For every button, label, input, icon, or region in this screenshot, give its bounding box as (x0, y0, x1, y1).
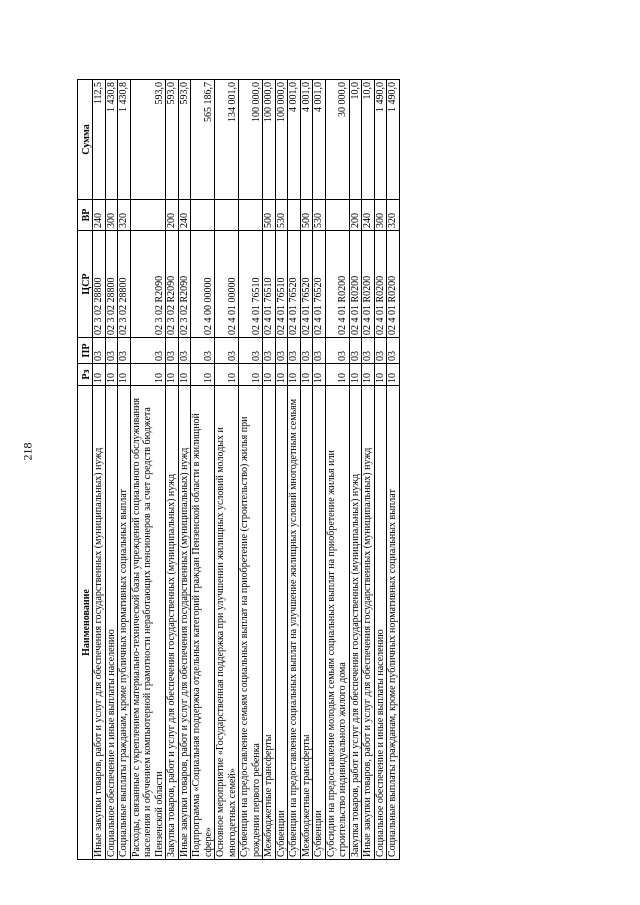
cell-csr: 02 3 02 28800 (105, 231, 118, 338)
cell-name: Закупка товаров, работ и услуг для обеспечения государственных (муниципальных) нужд (349, 386, 362, 860)
cell-vr: 320 (118, 200, 131, 231)
cell-rz: 10 (263, 364, 276, 386)
cell-pr: 03 (239, 338, 263, 364)
cell-vr: 200 (349, 200, 362, 231)
cell-rz: 10 (300, 364, 313, 386)
cell-sum: 593,0 (130, 80, 166, 200)
cell-pr: 03 (374, 338, 387, 364)
cell-name: Субсидии на предоставление молодым семьям социальных выплат на приобретение жилья или строительство индивидуального жилого дома (325, 386, 349, 860)
cell-pr: 03 (166, 338, 179, 364)
header-row (78, 80, 93, 860)
cell-vr: 240 (178, 200, 191, 231)
cell-pr: 03 (105, 338, 118, 364)
cell-rz: 10 (178, 364, 191, 386)
cell-csr: 02 4 01 R0200 (374, 231, 387, 338)
cell-name: Социальные выплаты гражданам, кроме публичных нормативных социальных выплат (387, 386, 400, 860)
cell-pr: 03 (362, 338, 375, 364)
cell-sum: 10,0 (349, 80, 362, 200)
table-row (191, 80, 215, 860)
table-row (313, 80, 326, 860)
cell-sum: 134 001,0 (215, 80, 239, 200)
cell-csr: 02 3 02 R2090 (178, 231, 191, 338)
budget-table (77, 79, 400, 860)
header-pr: ПР (78, 338, 93, 364)
cell-rz: 10 (130, 364, 166, 386)
table-row (362, 80, 375, 860)
cell-sum: 100 000,0 (275, 80, 288, 200)
table-row (263, 80, 276, 860)
cell-pr: 03 (325, 338, 349, 364)
cell-name: Социальное обеспечение и иные выплаты населению (105, 386, 118, 860)
table-row (105, 80, 118, 860)
cell-pr: 03 (93, 338, 106, 364)
cell-pr: 03 (191, 338, 215, 364)
header-name: Наименование (78, 386, 93, 860)
cell-csr: 02 4 01 76520 (300, 231, 313, 338)
cell-vr: 240 (362, 200, 375, 231)
cell-vr (191, 200, 215, 231)
cell-name: Субвенции (313, 386, 326, 860)
cell-pr: 03 (300, 338, 313, 364)
header-sum: Сумма (78, 80, 93, 200)
cell-name: Субвенции на предоставление социальных выплат на улучшение жилищных условий многодетным семьям (288, 386, 301, 860)
cell-name: Иные закупки товаров, работ и услуг для обеспечения государственных (муниципальных) нужд (178, 386, 191, 860)
cell-csr: 02 3 02 R2090 (130, 231, 166, 338)
cell-vr: 300 (374, 200, 387, 231)
cell-csr: 02 4 00 00000 (191, 231, 215, 338)
cell-rz: 10 (275, 364, 288, 386)
table-row (215, 80, 239, 860)
cell-pr: 03 (349, 338, 362, 364)
cell-csr: 02 4 01 R0200 (362, 231, 375, 338)
cell-vr: 530 (313, 200, 326, 231)
cell-rz: 10 (215, 364, 239, 386)
cell-sum: 112,5 (93, 80, 106, 200)
cell-name: Субвенции (275, 386, 288, 860)
cell-name: Подпрограмма «Социальная поддержка отдельных категорий граждан Пензенской области в жилищной сфере» (191, 386, 215, 860)
header-vr: ВР (78, 200, 93, 231)
header-rz: Рз (78, 364, 93, 386)
cell-sum: 4 001,0 (300, 80, 313, 200)
table-row (275, 80, 288, 860)
cell-name: Социальные выплаты гражданам, кроме публичных нормативных социальных выплат (118, 386, 131, 860)
cell-name: Социальное обеспечение и иные выплаты населению (374, 386, 387, 860)
cell-pr: 03 (215, 338, 239, 364)
cell-csr: 02 4 01 76520 (288, 231, 301, 338)
cell-vr (215, 200, 239, 231)
cell-pr: 03 (263, 338, 276, 364)
cell-vr: 530 (275, 200, 288, 231)
cell-pr: 03 (275, 338, 288, 364)
cell-vr (130, 200, 166, 231)
cell-pr: 03 (387, 338, 400, 364)
table-row (118, 80, 131, 860)
rotated-table-container (77, 80, 563, 860)
cell-sum: 593,0 (178, 80, 191, 200)
cell-csr: 02 4 01 76510 (239, 231, 263, 338)
cell-csr: 02 4 01 R0200 (325, 231, 349, 338)
cell-rz: 10 (239, 364, 263, 386)
cell-sum: 593,0 (166, 80, 179, 200)
cell-csr: 02 3 02 R2090 (166, 231, 179, 338)
table-row (374, 80, 387, 860)
cell-sum: 100 000,0 (239, 80, 263, 200)
cell-rz: 10 (325, 364, 349, 386)
cell-vr: 500 (300, 200, 313, 231)
cell-csr: 02 4 01 R0200 (349, 231, 362, 338)
cell-rz: 10 (288, 364, 301, 386)
cell-rz: 10 (166, 364, 179, 386)
cell-sum: 4 001,0 (313, 80, 326, 200)
cell-vr: 300 (105, 200, 118, 231)
cell-vr: 320 (387, 200, 400, 231)
cell-sum: 1 430,8 (105, 80, 118, 200)
cell-rz: 10 (191, 364, 215, 386)
cell-name: Субвенции на предоставление семьям социальных выплат на приобретение (строительство) жилья при рождении первого ребенка (239, 386, 263, 860)
cell-rz: 10 (105, 364, 118, 386)
table-row (178, 80, 191, 860)
cell-rz: 10 (362, 364, 375, 386)
cell-pr: 03 (313, 338, 326, 364)
cell-csr: 02 4 01 76520 (313, 231, 326, 338)
table-body (93, 80, 400, 860)
cell-rz: 10 (349, 364, 362, 386)
table-row (93, 80, 106, 860)
table-row (130, 80, 166, 860)
cell-name: Иные закупки товаров, работ и услуг для обеспечения государственных (муниципальных) нужд (93, 386, 106, 860)
cell-csr: 02 4 01 76510 (263, 231, 276, 338)
cell-rz: 10 (118, 364, 131, 386)
header-csr: ЦСР (78, 231, 93, 338)
cell-csr: 02 4 01 00000 (215, 231, 239, 338)
table-header (78, 80, 93, 860)
cell-pr: 03 (178, 338, 191, 364)
cell-name: Межбюджетные трансферты (263, 386, 276, 860)
cell-rz: 10 (313, 364, 326, 386)
cell-pr: 03 (130, 338, 166, 364)
cell-rz: 10 (93, 364, 106, 386)
cell-vr: 240 (93, 200, 106, 231)
cell-sum: 30 000,0 (325, 80, 349, 200)
cell-vr (325, 200, 349, 231)
cell-name: Основное мероприятие «Государственная поддержка при улучшении жилищных условий молодых и многодетных семей» (215, 386, 239, 860)
table-row (387, 80, 400, 860)
cell-csr: 02 4 01 76510 (275, 231, 288, 338)
cell-vr: 500 (263, 200, 276, 231)
cell-sum: 1 490,0 (387, 80, 400, 200)
cell-rz: 10 (387, 364, 400, 386)
cell-pr: 03 (288, 338, 301, 364)
table-row (349, 80, 362, 860)
cell-name: Межбюджетные трансферты (300, 386, 313, 860)
cell-csr: 02 3 02 28800 (93, 231, 106, 338)
cell-sum: 10,0 (362, 80, 375, 200)
cell-sum: 4 001,0 (288, 80, 301, 200)
table-row (239, 80, 263, 860)
cell-vr (239, 200, 263, 231)
table-row (300, 80, 313, 860)
cell-sum: 1 490,0 (374, 80, 387, 200)
cell-sum: 100 000,0 (263, 80, 276, 200)
table-row (288, 80, 301, 860)
cell-rz: 10 (374, 364, 387, 386)
cell-csr: 02 4 01 R0200 (387, 231, 400, 338)
cell-sum: 1 430,8 (118, 80, 131, 200)
cell-name: Иные закупки товаров, работ и услуг для обеспечения государственных (муниципальных) нужд (362, 386, 375, 860)
cell-name: Расходы, связанные с укреплением материально-технической базы учреждений социального обслуживания населения и обучением компьютерной грамотности неработающих пенсионеров за счет средств бюджета Пензенской области (130, 386, 166, 860)
table-row (166, 80, 179, 860)
page-number: 218 (20, 442, 35, 461)
table-row (325, 80, 349, 860)
cell-csr: 02 3 02 28800 (118, 231, 131, 338)
cell-pr: 03 (118, 338, 131, 364)
cell-name: Закупка товаров, работ и услуг для обеспечения государственных (муниципальных) нужд (166, 386, 179, 860)
cell-vr: 200 (166, 200, 179, 231)
cell-sum: 565 186,7 (191, 80, 215, 200)
cell-vr (288, 200, 301, 231)
